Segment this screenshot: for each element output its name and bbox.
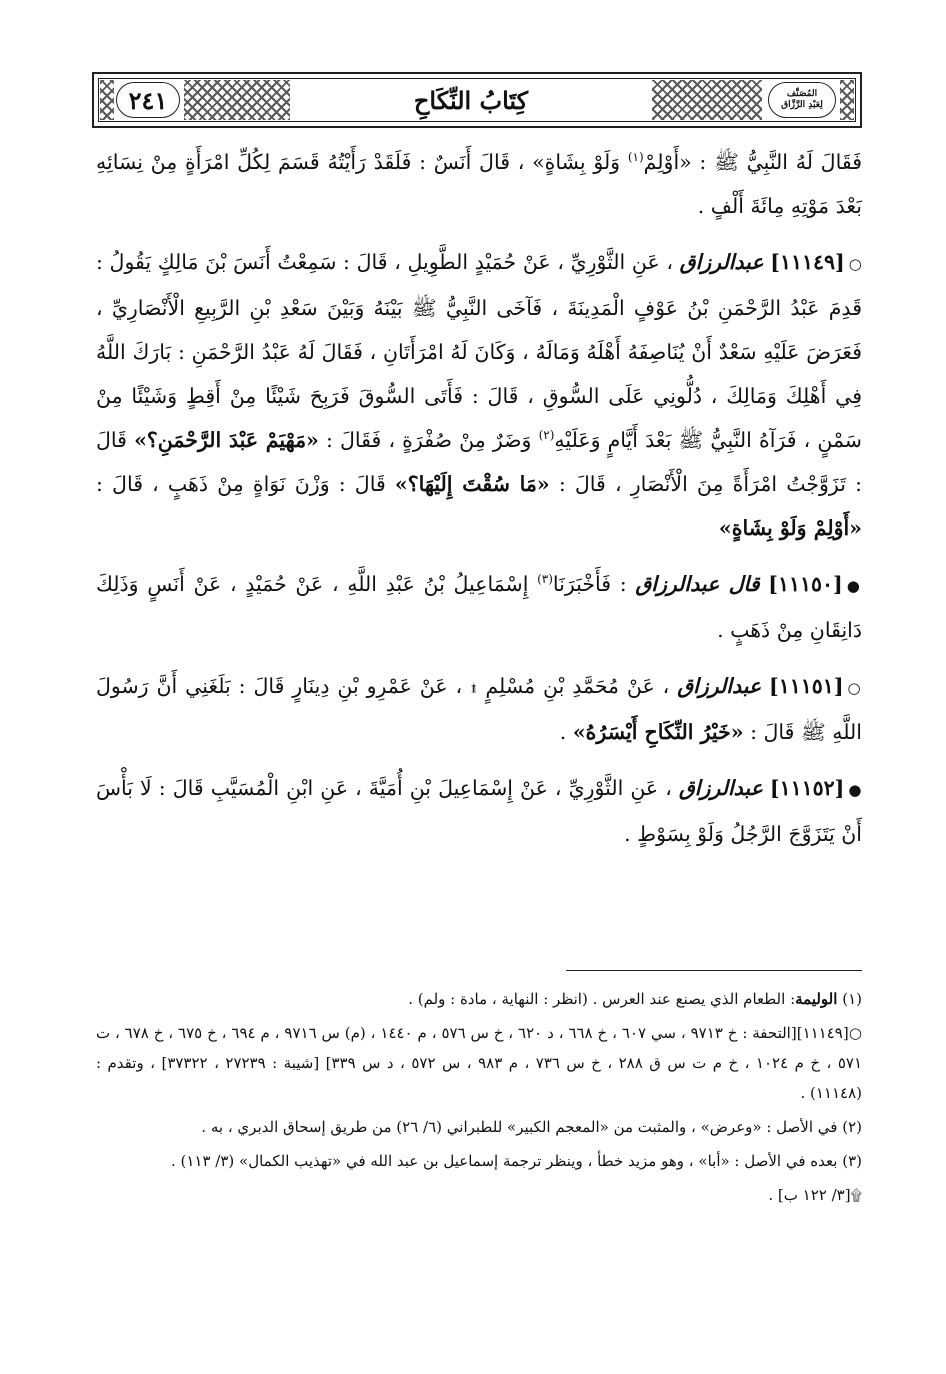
hadith-11152 bbox=[96, 766, 862, 856]
page-number: ٢٤١ bbox=[116, 82, 180, 118]
narrator-name: عبدالرزاق bbox=[678, 776, 763, 800]
text: إِسْمَاعِيلُ بْنُ عَبْدِ اللَّهِ ، عَنْ حُمَيْدٍ ، عَنْ أَنَسٍ وَذَلِكَ دَانِقَانِ مِنْ ذَهَبٍ . bbox=[96, 572, 862, 642]
hadith-marker: ○ bbox=[848, 255, 862, 273]
text: : فَأَخْبَرَنَا bbox=[552, 572, 627, 596]
text: وَلَوْ بِشَاةٍ» ، قَالَ أَنَسٌ : فَلَقَدْ رَأَيْتُهُ قَسَمَ لِكُلِّ امْرَأَةٍ مِنْ نِسَائِهِ بَعْدَ مَوْتِهِ مِائَةَ أَلْفٍ . bbox=[96, 150, 862, 218]
text: ، عَنِ الثَّوْرِيِّ ، عَنْ إِسْمَاعِيلَ بْنِ أُمَيَّةَ ، عَنِ ابْنِ الْمُسَيَّبِ قَالَ : لَا بَأْسَ أَنْ يَتَزَوَّجَ الرَّجُلُ وَلَوْ بِسَوْطٍ . bbox=[96, 776, 862, 846]
hadith-number: [١١١٥١] bbox=[769, 674, 844, 698]
text: ، عَنِ الثَّوْرِيِّ ، عَنْ حُمَيْدٍ الطَّوِيلِ ، قَالَ : سَمِعْتُ أَنَسَ بْنَ مَالِكٍ يَقُولُ : قَدِمَ عَبْدُ الرَّحْمَنِ بْنُ عَوْفٍ الْمَدِينَةَ ، فَآخَى النَّبِيُّ ﷺ بَيْنَهُ وَبَيْنَ سَعْدِ بْنِ الرَّبِيعِ الْأَنْصَارِيِّ ، فَعَرَضَ عَلَيْهِ سَعْدٌ أَنْ يُنَاصِفَهُ أَهْلَهُ وَمَالَهُ ، وَكَانَ لَهُ امْرَأَتَانِ ، فَقَالَ لَهُ عَبْدُ الرَّحْمَنِ : بَارَكَ اللَّهُ فِي أَهْلِكَ وَمَالِكَ ، دُلُّونِي عَلَى السُّوقِ ، قَالَ : فَأَتَى السُّوقَ فَرَبِحَ شَيْئًا مِنْ أَقِطٍ وَشَيْئًا مِنْ سَمْنٍ ، فَرَآهُ النَّبِيُّ ﷺ بَعْدَ أَيَّامٍ وَعَلَيْهِ bbox=[96, 250, 862, 452]
footnote-ref: (١) bbox=[627, 150, 644, 165]
footnote-1 bbox=[96, 984, 862, 1014]
text: وَضَرٌ مِنْ صُفْرَةٍ ، فَقَالَ : bbox=[318, 428, 539, 452]
hadith-11151 bbox=[96, 664, 862, 754]
hadith-marker: ● bbox=[848, 781, 862, 799]
prophetic-quote: «خَيْرُ النِّكَاحِ أَيْسَرُهُ» bbox=[572, 720, 744, 744]
footnote-ref: ۩ bbox=[850, 1186, 862, 1204]
hadith-11150 bbox=[96, 562, 862, 652]
ornament-right-edge bbox=[840, 80, 854, 120]
footnote-3 bbox=[96, 1146, 862, 1176]
logo-line-1: المُصَنَّف bbox=[786, 89, 818, 99]
footnote-ref: (٢) bbox=[538, 428, 555, 443]
hadith-marker: ● bbox=[846, 577, 862, 595]
prophetic-quote: «مَهْيَمْ عَبْدَ الرَّحْمَنِ؟» bbox=[134, 428, 319, 452]
footnote-text: في الأصل : «وعرض» ، والمثبت من «المعجم الكبير» للطبراني (٦/ ٢٦) من طريق إسحاق الدبري ، به . bbox=[201, 1118, 838, 1136]
footnote-separator bbox=[566, 970, 862, 971]
narrator-name: عبدالرزاق bbox=[679, 250, 764, 274]
logo-line-2: لِعَبْدِ الرَّزَّاق bbox=[781, 100, 823, 110]
footnote-manuscript bbox=[96, 1180, 862, 1210]
footnote-text: [التحفة : خ ٩٧١٣ ، سي ٦٠٧ ، خ ٦٦٨ ، د ٦٢٠ ، خ س ٥٧٦ ، م ١٤٤٠ ، (م) س ٩٧١٦ ، م ٦٩٤ ، خ ٦٧٥ ، خ ٦٧٨ ، ت ٥٧١ ، خ م ١٠٢٤ ، خ م ت س ق ٢٨٨ ، خ س ٧٣٦ ، م ٩٨٣ ، س ٥٧٢ ، د س ٣٣٩] [شيبة : ٢٧٢٣٩ ، ٣٧٣٢٢] ، وتقدم : (١١١٤٨) . bbox=[96, 1024, 862, 1102]
footnotes bbox=[96, 984, 862, 1210]
page-header bbox=[92, 72, 862, 128]
main-text bbox=[96, 140, 862, 856]
footnote-ref: (٢) bbox=[842, 1118, 862, 1136]
text: قَالَ : تَزَوَّجْتُ امْرَأَةً مِنَ الْأَنْصَارِ ، قَالَ : bbox=[96, 428, 862, 496]
hadith-11149 bbox=[96, 240, 862, 550]
footnote-ref: (٣) bbox=[842, 1152, 862, 1170]
footnote-tuhfa bbox=[96, 1018, 862, 1108]
book-logo bbox=[768, 82, 836, 118]
hadith-number: [١١١٤٩] bbox=[770, 250, 845, 274]
ornament-left-edge bbox=[100, 80, 114, 120]
hadith-number: [١١١٥٠] bbox=[768, 572, 843, 596]
footnote-2 bbox=[96, 1112, 862, 1142]
footnote-text: [٣/ ١٢٢ ب] . bbox=[768, 1186, 851, 1204]
paragraph-continuation bbox=[96, 140, 862, 228]
narrator-name: عبدالرزاق bbox=[677, 674, 762, 698]
footnote-text: : الطعام الذي يصنع عند العرس . (انظر : النهاية ، مادة : ولم) . bbox=[408, 990, 796, 1008]
footnote-ref: ○[١١١٤٩] bbox=[796, 1024, 863, 1042]
narrator-name: قال عبدالرزاق bbox=[635, 572, 760, 596]
ornament-left bbox=[184, 80, 290, 120]
footnote-ref: (١) bbox=[842, 990, 862, 1008]
footnote-text: بعده في الأصل : «أبا» ، وهو مزيد خطأ ، وينظر ترجمة إسماعيل بن عبد الله في «تهذيب الكمال» (٣/ ١١٣) . bbox=[170, 1152, 838, 1170]
footnote-ref: (٣) bbox=[537, 572, 553, 587]
hadith-number: [١١١٥٢] bbox=[769, 776, 845, 800]
text: قَالَ : وَزْنَ نَوَاةٍ مِنْ ذَهَبٍ ، قَالَ : bbox=[96, 472, 395, 496]
prophetic-quote: «مَا سُقْتَ إِلَيْهَا؟» bbox=[394, 472, 550, 496]
text: فَقَالَ لَهُ النَّبِيُّ ﷺ : «أَوْلِمْ bbox=[643, 150, 862, 174]
ornament-right bbox=[652, 80, 762, 120]
text: . bbox=[559, 720, 573, 744]
text: ، عَنْ مُحَمَّدِ بْنِ مُسْلِمٍ ۩ ، عَنْ عَمْرِو بْنِ دِينَارٍ قَالَ : بَلَغَنِي أَنَّ رَسُولَ اللَّهِ ﷺ قَالَ : bbox=[96, 674, 862, 744]
hadith-marker: ○ bbox=[847, 679, 862, 697]
footnote-term: الوليمة bbox=[795, 990, 838, 1008]
running-title: كِتَابُ النِّكَاحِ bbox=[413, 85, 529, 115]
prophetic-quote: «أَوْلِمْ وَلَوْ بِشَاةٍ» bbox=[718, 516, 862, 540]
